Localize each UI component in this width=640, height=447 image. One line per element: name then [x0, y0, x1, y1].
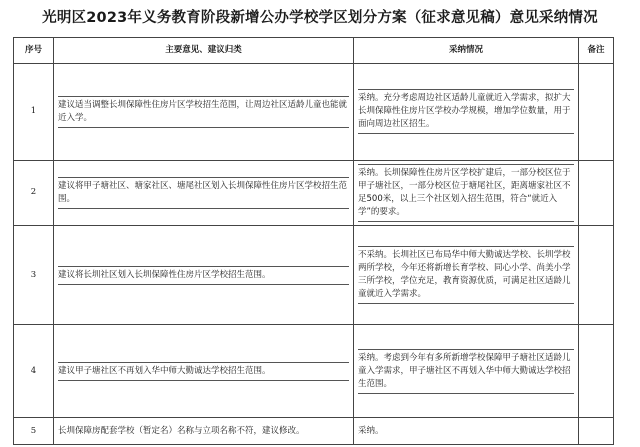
remark-cell [579, 160, 614, 225]
adoption-text: 不采纳。长圳社区已布局华中师大勤诚达学校、长圳学校两所学校，今年还将新增长育学校、同心小学、尚美小学三所学校，学位充足，教育资源优质，可满足社区适龄儿童就近入学需求。 [358, 246, 574, 304]
header-num: 序号 [14, 38, 54, 64]
header-remark: 备注 [579, 38, 614, 64]
row-number: 5 [14, 418, 54, 445]
adoption-text: 采纳。长圳保障性住房片区学校扩建后，一部分校区位于甲子塘社区，一部分校区位于塘尾社区，距离塘家社区不足500米，以上三个社区划入招生范围，符合“就近入学”的要求。 [358, 164, 574, 222]
row-number: 3 [14, 225, 54, 324]
adoption-text: 采纳。考虑到今年有多所新增学校保障甲子塘社区适龄儿童入学需求，甲子塘社区不再划入华中师大勤诚达学校招生范围。 [358, 349, 574, 394]
adoption-cell [354, 63, 579, 160]
remark-cell [579, 63, 614, 160]
opinion-table [13, 37, 614, 445]
adoption-cell: 采纳。 [354, 418, 579, 445]
opinion-cell [54, 325, 354, 418]
opinion-cell [54, 63, 354, 160]
table-row [14, 325, 614, 418]
adoption-cell [354, 325, 579, 418]
table-row [14, 418, 614, 445]
table-row [14, 160, 614, 225]
adoption-cell [354, 160, 579, 225]
row-number: 4 [14, 325, 54, 418]
table-row [14, 225, 614, 324]
table-header-row [14, 38, 614, 64]
adoption-cell [354, 225, 579, 324]
opinion-text: 建议甲子塘社区不再划入华中师大勤诚达学校招生范围。 [58, 362, 349, 381]
table-row [14, 63, 614, 160]
remark-cell [579, 225, 614, 324]
row-number: 2 [14, 160, 54, 225]
opinion-text: 建议将甲子塘社区、塘家社区、塘尾社区划入长圳保障性住房片区学校招生范围。 [58, 177, 349, 209]
header-adoption: 采纳情况 [354, 38, 579, 64]
header-opinion: 主要意见、建议归类 [54, 38, 354, 64]
opinion-text: 建议适当调整长圳保障性住房片区学校招生范围，让周边社区适龄儿童也能就近入学。 [58, 96, 349, 128]
opinion-text: 建议将长圳社区划入长圳保障性住房片区学校招生范围。 [58, 266, 349, 285]
opinion-cell: 长圳保障房配套学校（暂定名）名称与立项名称不符，建议修改。 [54, 418, 354, 445]
row-number: 1 [14, 63, 54, 160]
adoption-text: 采纳。充分考虑周边社区适龄儿童就近入学需求，拟扩大长圳保障性住房片区学校办学规模，增加学位数量，用于面向周边社区招生。 [358, 89, 574, 134]
remark-cell [579, 325, 614, 418]
opinion-cell [54, 160, 354, 225]
opinion-cell [54, 225, 354, 324]
document-title: 光明区2023年义务教育阶段新增公办学校学区划分方案（征求意见稿）意见采纳情况 [42, 10, 598, 26]
remark-cell [579, 418, 614, 445]
opinion-table-container [13, 37, 613, 445]
